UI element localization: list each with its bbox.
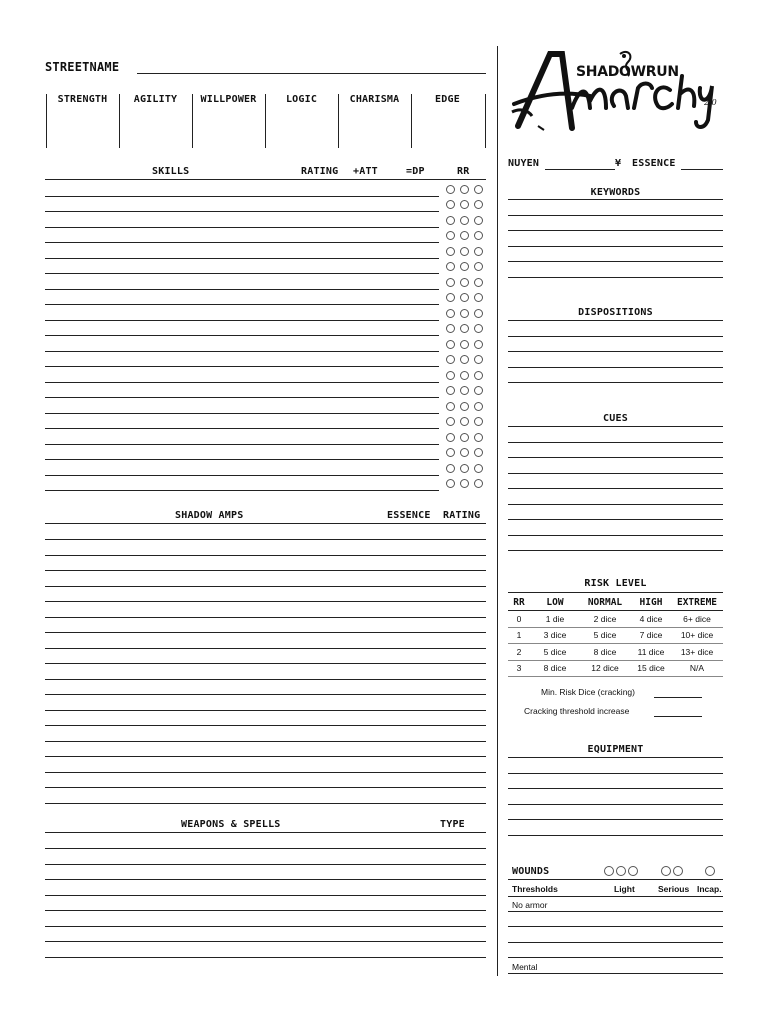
keyword-row[interactable] xyxy=(508,199,723,200)
cue-row[interactable] xyxy=(508,550,723,551)
min-risk-label: Min. Risk Dice (cracking) xyxy=(541,687,635,697)
risk-col-rr: RR xyxy=(513,597,525,608)
shadow-amp-row[interactable] xyxy=(45,648,486,649)
rr-checkbox[interactable] xyxy=(460,216,469,225)
shadow-amps-heading: SHADOW AMPS xyxy=(175,510,244,521)
skill-row[interactable] xyxy=(45,490,439,491)
risk-cell: 2 xyxy=(516,646,522,657)
cue-row[interactable] xyxy=(508,504,723,505)
rr-checkbox[interactable] xyxy=(474,417,483,426)
no-armor-label: No armor xyxy=(512,900,548,910)
shadow-amp-row[interactable] xyxy=(45,617,486,618)
cue-row[interactable] xyxy=(508,519,723,520)
weapon-row[interactable] xyxy=(45,957,486,958)
risk-cell: 1 die xyxy=(545,614,565,624)
attr-willpower: WILLPOWER xyxy=(200,94,257,105)
rr-checkbox[interactable] xyxy=(474,200,483,209)
weapon-row[interactable] xyxy=(45,895,486,896)
attr-edge: EDGE xyxy=(435,94,460,105)
cue-row[interactable] xyxy=(508,535,723,536)
light-label: Light xyxy=(614,884,635,894)
skill-row[interactable] xyxy=(45,382,439,383)
keyword-row[interactable] xyxy=(508,277,723,278)
rr-checkbox[interactable] xyxy=(474,340,483,349)
risk-cell: 10+ dice xyxy=(680,630,714,641)
att-heading: +ATT xyxy=(353,166,378,177)
rr-checkbox[interactable] xyxy=(474,185,483,194)
rr-checkbox[interactable] xyxy=(446,479,455,488)
essence-input[interactable] xyxy=(681,158,723,170)
disposition-row[interactable] xyxy=(508,336,723,337)
shadow-amp-row[interactable] xyxy=(45,601,486,602)
rr-checkbox[interactable] xyxy=(446,340,455,349)
risk-cell: 8 dice xyxy=(593,646,617,657)
risk-level-heading: RISK LEVEL xyxy=(584,578,647,589)
skill-row[interactable] xyxy=(45,366,439,367)
shadow-amp-row[interactable] xyxy=(45,632,486,633)
skill-row[interactable] xyxy=(45,242,439,243)
risk-cell: 12 dice xyxy=(591,662,619,673)
rr-checkbox[interactable] xyxy=(446,448,455,457)
rr-checkbox[interactable] xyxy=(474,293,483,302)
risk-cell: N/A xyxy=(689,662,705,673)
rr-checkbox[interactable] xyxy=(446,324,455,333)
attr-logic: LOGIC xyxy=(285,94,318,105)
cues-heading: CUES xyxy=(603,413,628,424)
disposition-row[interactable] xyxy=(508,367,723,368)
nuyen-label: NUYEN xyxy=(508,158,540,169)
skill-row[interactable] xyxy=(45,397,439,398)
rr-checkbox[interactable] xyxy=(460,185,469,194)
cue-row[interactable] xyxy=(508,473,723,474)
skill-row[interactable] xyxy=(45,444,439,445)
risk-cell: 2 dice xyxy=(593,614,617,624)
risk-cell: 0 xyxy=(516,614,522,624)
disposition-row[interactable] xyxy=(508,320,723,321)
rr-checkbox[interactable] xyxy=(460,200,469,209)
keyword-row[interactable] xyxy=(508,246,723,247)
risk-cell: 1 xyxy=(516,630,522,641)
weapons-heading: WEAPONS & SPELLS xyxy=(181,819,281,830)
skill-row[interactable] xyxy=(45,320,439,321)
rr-checkbox[interactable] xyxy=(474,324,483,333)
rr-checkbox[interactable] xyxy=(446,309,455,318)
rr-checkbox[interactable] xyxy=(474,371,483,380)
skill-row[interactable] xyxy=(45,227,439,228)
rr-checkbox[interactable] xyxy=(474,433,483,442)
weapon-row[interactable] xyxy=(45,864,486,865)
rr-checkbox[interactable] xyxy=(460,417,469,426)
shadow-amp-row[interactable] xyxy=(45,725,486,726)
skills-heading: SKILLS xyxy=(152,166,190,177)
risk-col-normal: NORMAL xyxy=(587,597,623,608)
cue-row[interactable] xyxy=(508,457,723,458)
wound-light-box-1[interactable] xyxy=(604,866,614,876)
wound-light-box-2[interactable] xyxy=(616,866,626,876)
logo-brand: SHADOWRUN xyxy=(576,64,679,80)
rr-checkbox[interactable] xyxy=(446,402,455,411)
keyword-row[interactable] xyxy=(508,261,723,262)
skill-row[interactable] xyxy=(45,196,439,197)
rr-checkbox[interactable] xyxy=(460,324,469,333)
equipment-heading: EQUIPMENT xyxy=(587,744,644,755)
rr-checkbox[interactable] xyxy=(460,402,469,411)
cracking-label: Cracking threshold increase xyxy=(524,706,630,716)
risk-cell: 5 dice xyxy=(543,646,567,657)
rr-checkbox[interactable] xyxy=(460,464,469,473)
skill-row[interactable] xyxy=(45,258,439,259)
rr-checkbox[interactable] xyxy=(474,402,483,411)
rr-checkbox[interactable] xyxy=(446,247,455,256)
rr-checkbox[interactable] xyxy=(446,433,455,442)
rr-checkbox[interactable] xyxy=(460,247,469,256)
amps-rating-heading: RATING xyxy=(443,510,481,521)
thresholds-label: Thresholds xyxy=(512,884,558,894)
wound-serious-box-1[interactable] xyxy=(661,866,671,876)
risk-cell: 3 xyxy=(516,662,522,673)
risk-row-divider xyxy=(508,676,723,677)
rr-checkbox[interactable] xyxy=(460,433,469,442)
equipment-row[interactable] xyxy=(508,773,723,774)
rr-checkbox[interactable] xyxy=(460,309,469,318)
shadow-amp-row[interactable] xyxy=(45,555,486,556)
risk-cell: 13+ dice xyxy=(680,646,714,657)
rr-checkbox[interactable] xyxy=(460,278,469,287)
skill-row[interactable] xyxy=(45,304,439,305)
rr-checkbox[interactable] xyxy=(474,216,483,225)
rr-checkbox[interactable] xyxy=(460,479,469,488)
risk-col-high: HIGH xyxy=(639,597,663,608)
keyword-row[interactable] xyxy=(508,215,723,216)
risk-row-divider xyxy=(508,660,723,661)
nuyen-symbol: ¥ xyxy=(615,158,622,169)
dispositions-heading: DISPOSITIONS xyxy=(578,307,653,318)
rr-checkbox[interactable] xyxy=(446,262,455,271)
rr-checkbox[interactable] xyxy=(474,464,483,473)
weapon-row[interactable] xyxy=(45,848,486,849)
risk-cell: 7 dice xyxy=(639,630,663,641)
cracking-input[interactable] xyxy=(654,705,702,717)
serious-label: Serious xyxy=(658,884,690,894)
rr-checkbox[interactable] xyxy=(474,448,483,457)
nuyen-input[interactable] xyxy=(545,158,615,170)
equipment-row[interactable] xyxy=(508,788,723,789)
skill-row[interactable] xyxy=(45,335,439,336)
rr-checkbox[interactable] xyxy=(460,371,469,380)
wound-serious-box-2[interactable] xyxy=(673,866,683,876)
attr-strength: STRENGTH xyxy=(57,94,108,105)
wounds-heading: WOUNDS xyxy=(512,866,550,877)
risk-cell: 4 dice xyxy=(639,614,663,624)
disposition-row[interactable] xyxy=(508,351,723,352)
rr-checkbox[interactable] xyxy=(446,464,455,473)
skill-row[interactable] xyxy=(45,413,439,414)
risk-row-divider xyxy=(508,627,723,628)
skill-row[interactable] xyxy=(45,211,439,212)
dp-heading: =DP xyxy=(406,166,425,177)
shadow-amp-row[interactable] xyxy=(45,787,486,788)
rr-checkbox[interactable] xyxy=(460,340,469,349)
rr-checkbox[interactable] xyxy=(474,479,483,488)
cue-row[interactable] xyxy=(508,426,723,427)
skill-row[interactable] xyxy=(45,289,439,290)
rr-checkbox[interactable] xyxy=(460,262,469,271)
weapon-row[interactable] xyxy=(45,910,486,911)
wound-light-box-3[interactable] xyxy=(628,866,638,876)
mental-label: Mental xyxy=(512,962,538,972)
shadow-amp-row[interactable] xyxy=(45,570,486,571)
shadow-amp-row[interactable] xyxy=(45,679,486,680)
rr-checkbox[interactable] xyxy=(446,185,455,194)
shadow-amp-row[interactable] xyxy=(45,741,486,742)
equipment-row[interactable] xyxy=(508,819,723,820)
risk-cell: 11 dice xyxy=(637,646,665,657)
equipment-row[interactable] xyxy=(508,757,723,758)
streetname-input[interactable] xyxy=(137,62,486,74)
rr-checkbox[interactable] xyxy=(446,216,455,225)
rr-checkbox[interactable] xyxy=(446,371,455,380)
rr-checkbox[interactable] xyxy=(446,278,455,287)
shadow-amp-row[interactable] xyxy=(45,772,486,773)
logo-version: 2.0 xyxy=(704,98,717,107)
equipment-row[interactable] xyxy=(508,804,723,805)
rr-checkbox[interactable] xyxy=(460,355,469,364)
skill-row[interactable] xyxy=(45,428,439,429)
shadow-amp-row[interactable] xyxy=(45,586,486,587)
shadow-amp-row[interactable] xyxy=(45,803,486,804)
shadow-amp-row[interactable] xyxy=(45,663,486,664)
rr-checkbox[interactable] xyxy=(474,355,483,364)
keyword-row[interactable] xyxy=(508,230,723,231)
attr-agility: AGILITY xyxy=(133,94,178,105)
rr-heading: RR xyxy=(457,166,470,177)
rr-checkbox[interactable] xyxy=(460,231,469,240)
rr-checkbox[interactable] xyxy=(460,448,469,457)
incap-label: Incap. xyxy=(697,884,722,894)
rr-checkbox[interactable] xyxy=(460,293,469,302)
streetname-label: STREETNAME xyxy=(45,60,120,74)
rr-checkbox[interactable] xyxy=(474,231,483,240)
rr-checkbox[interactable] xyxy=(460,386,469,395)
rr-checkbox[interactable] xyxy=(474,386,483,395)
attr-charisma: CHARISMA xyxy=(349,94,400,105)
rr-checkbox[interactable] xyxy=(446,231,455,240)
skill-row[interactable] xyxy=(45,273,439,274)
weapon-row[interactable] xyxy=(45,879,486,880)
weapon-row[interactable] xyxy=(45,926,486,927)
shadow-amp-row[interactable] xyxy=(45,539,486,540)
rating-heading: RATING xyxy=(301,166,339,177)
skill-row[interactable] xyxy=(45,459,439,460)
shadow-amp-row[interactable] xyxy=(45,756,486,757)
risk-col-low: LOW xyxy=(546,597,564,608)
type-heading: TYPE xyxy=(440,819,465,830)
column-divider xyxy=(497,46,498,976)
keywords-heading: KEYWORDS xyxy=(590,187,641,198)
rr-checkbox[interactable] xyxy=(446,386,455,395)
shadow-amp-row[interactable] xyxy=(45,694,486,695)
risk-cell: 5 dice xyxy=(593,630,617,641)
rr-checkbox[interactable] xyxy=(446,355,455,364)
risk-cell: 8 dice xyxy=(543,662,567,673)
risk-col-extreme: EXTREME xyxy=(676,597,718,608)
risk-cell: 15 dice xyxy=(637,662,665,673)
essence-heading: ESSENCE xyxy=(387,510,431,521)
rr-checkbox[interactable] xyxy=(474,247,483,256)
cue-row[interactable] xyxy=(508,488,723,489)
equipment-row[interactable] xyxy=(508,835,723,836)
min-risk-input[interactable] xyxy=(654,686,702,698)
risk-row-divider xyxy=(508,643,723,644)
rr-checkbox[interactable] xyxy=(474,278,483,287)
rr-checkbox[interactable] xyxy=(446,293,455,302)
shadow-amp-row[interactable] xyxy=(45,710,486,711)
shadowrun-anarchy-logo xyxy=(510,46,725,136)
skill-row[interactable] xyxy=(45,475,439,476)
disposition-row[interactable] xyxy=(508,382,723,383)
rr-checkbox[interactable] xyxy=(474,309,483,318)
essence-label: ESSENCE xyxy=(632,158,676,169)
rr-checkbox[interactable] xyxy=(446,417,455,426)
cue-row[interactable] xyxy=(508,442,723,443)
risk-cell: 6+ dice xyxy=(683,614,711,624)
risk-cell: 3 dice xyxy=(543,630,567,641)
rr-checkbox[interactable] xyxy=(474,262,483,271)
skill-row[interactable] xyxy=(45,351,439,352)
wound-incap-box[interactable] xyxy=(705,866,715,876)
rr-checkbox[interactable] xyxy=(446,200,455,209)
weapon-row[interactable] xyxy=(45,941,486,942)
